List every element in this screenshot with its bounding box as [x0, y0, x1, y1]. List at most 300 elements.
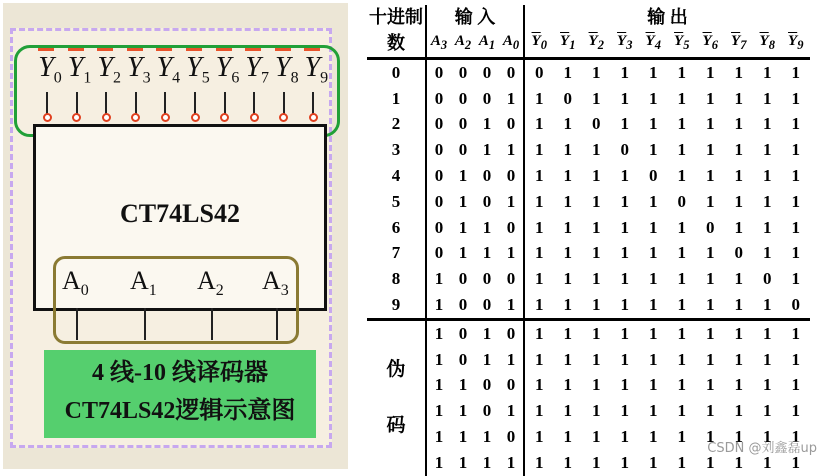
- table-row: [367, 266, 810, 292]
- output-cell: 1: [734, 269, 743, 289]
- table-body: [367, 59, 810, 476]
- output-pin-y9: [312, 92, 314, 114]
- table-row: [367, 163, 810, 189]
- output-cell: 1: [620, 166, 629, 186]
- decimal-cell: 7: [367, 241, 426, 267]
- output-cell: 0: [535, 62, 544, 82]
- decimal-cell: 5: [367, 189, 426, 215]
- output-pin-y1: [76, 92, 78, 114]
- output-cell: 1: [677, 452, 686, 472]
- output-cell: 1: [620, 217, 629, 237]
- decimal-cell: 4: [367, 163, 426, 189]
- output-cell: 1: [706, 140, 715, 160]
- output-cell: 1: [620, 114, 629, 134]
- output-cell: 1: [535, 88, 544, 108]
- output-cell: 1: [649, 114, 658, 134]
- output-cell: 1: [649, 140, 658, 160]
- output-cell: 1: [734, 401, 743, 421]
- output-cell: 1: [791, 349, 800, 369]
- output-cell: 1: [791, 62, 800, 82]
- output-cell: 1: [677, 62, 686, 82]
- input-cell: 1: [434, 452, 444, 472]
- output-cell: 1: [592, 243, 601, 263]
- output-cell: 1: [620, 323, 629, 343]
- input-cell: 1: [482, 427, 492, 447]
- input-cell: 0: [434, 62, 444, 82]
- input-cell: 0: [458, 349, 468, 369]
- output-cell: 1: [592, 349, 601, 369]
- input-cell: 1: [458, 217, 468, 237]
- output-cell: 1: [535, 427, 544, 447]
- input-cell: 0: [499, 424, 524, 450]
- output-cell: 1: [763, 114, 772, 134]
- output-cell: 1: [563, 243, 572, 263]
- output-cell: 1: [734, 375, 743, 395]
- output-cell: 1: [649, 452, 658, 472]
- header-output-y5: $\overline{Y}_5$: [668, 29, 697, 59]
- input-cell: 1: [458, 452, 468, 472]
- input-cell: 1: [458, 401, 468, 421]
- output-cell: 1: [649, 401, 658, 421]
- decimal-cell: 8: [367, 266, 426, 292]
- decimal-cell: 3: [367, 137, 426, 163]
- output-cell: 1: [592, 323, 601, 343]
- output-cell: 1: [677, 401, 686, 421]
- output-cell: 1: [763, 452, 772, 472]
- output-cell: 1: [563, 427, 572, 447]
- table-row: [367, 241, 810, 267]
- inversion-bar: [216, 48, 232, 51]
- input-cell: 1: [434, 427, 444, 447]
- input-label-a3: $A_3$: [262, 266, 289, 300]
- output-cell: 1: [620, 349, 629, 369]
- header-output-y0: $\overline{Y}_0$: [524, 29, 554, 59]
- input-cell: 0: [458, 140, 468, 160]
- output-cell: 1: [620, 401, 629, 421]
- output-cell: 1: [649, 269, 658, 289]
- output-label-y5: $Y_5$: [184, 52, 212, 88]
- inversion-bubble: [250, 113, 259, 122]
- output-cell: 1: [763, 427, 772, 447]
- input-cell: 0: [499, 266, 524, 292]
- output-cell: 1: [592, 191, 601, 211]
- input-cell: 0: [458, 62, 468, 82]
- output-cell: 1: [763, 62, 772, 82]
- output-cell: 1: [563, 349, 572, 369]
- output-cell: 1: [620, 191, 629, 211]
- output-cell: 1: [649, 88, 658, 108]
- output-cell: 1: [535, 191, 544, 211]
- output-label-y9: $Y_9$: [302, 52, 330, 88]
- output-cell: 1: [535, 269, 544, 289]
- input-cell: 1: [482, 114, 492, 134]
- output-cell: 1: [791, 217, 800, 237]
- header-output-y6: $\overline{Y}_6$: [696, 29, 725, 59]
- inversion-bubble: [309, 113, 318, 122]
- output-cell: 1: [592, 62, 601, 82]
- output-cell: 1: [677, 166, 686, 186]
- table-row: [367, 215, 810, 241]
- output-cell: 1: [592, 217, 601, 237]
- output-label-y6: $Y_6$: [214, 52, 242, 88]
- input-cell: 1: [482, 452, 492, 472]
- output-cell: 1: [620, 62, 629, 82]
- output-cell: 1: [791, 452, 800, 472]
- output-cell: 1: [791, 401, 800, 421]
- output-label-y4: $Y_4$: [154, 52, 182, 88]
- header-decimal-line2: 数: [367, 29, 426, 59]
- header-input-a3: $A_3$: [426, 29, 451, 59]
- input-cell: 1: [434, 401, 444, 421]
- input-cell: 1: [499, 86, 524, 112]
- output-cell: 1: [791, 375, 800, 395]
- output-cell: 1: [592, 375, 601, 395]
- inversion-bubble: [191, 113, 200, 122]
- output-label-y1: $Y_1$: [66, 52, 94, 88]
- output-cell: 1: [677, 349, 686, 369]
- watermark: CSDN @刘鑫磊up: [707, 441, 817, 456]
- output-cell: 1: [649, 349, 658, 369]
- output-cell: 1: [620, 88, 629, 108]
- input-cell: 1: [482, 243, 492, 263]
- output-cell: 1: [734, 349, 743, 369]
- output-cell: 1: [592, 166, 601, 186]
- table-row: [367, 398, 810, 424]
- output-cell: 1: [649, 427, 658, 447]
- output-cell: 1: [563, 401, 572, 421]
- input-cell: 1: [499, 450, 524, 476]
- input-cell: 1: [499, 137, 524, 163]
- output-cell: 1: [535, 349, 544, 369]
- output-cell: 1: [535, 217, 544, 237]
- output-cell: 1: [763, 375, 772, 395]
- decimal-cell: 2: [367, 112, 426, 138]
- output-cell: 1: [592, 269, 601, 289]
- header-inputs: 输 入: [426, 5, 524, 29]
- input-cell: 1: [426, 292, 451, 319]
- input-label-a2: $A_2$: [197, 266, 224, 300]
- output-cell: 0: [620, 140, 629, 160]
- output-cell: 1: [563, 191, 572, 211]
- output-pin-y2: [105, 92, 107, 114]
- header-input-a2: $A_2$: [451, 29, 475, 59]
- output-cell: 1: [791, 243, 800, 263]
- output-cell: 1: [706, 62, 715, 82]
- table-header-row-1: [367, 5, 810, 29]
- table-row: [367, 112, 810, 138]
- output-cell: 1: [763, 191, 772, 211]
- header-output-y2: $\overline{Y}_2$: [582, 29, 611, 59]
- inversion-bar: [38, 48, 54, 51]
- output-cell: 1: [791, 323, 800, 343]
- input-cell: 0: [434, 217, 444, 237]
- output-cell: 1: [563, 166, 572, 186]
- output-label-y2: $Y_2$: [95, 52, 123, 88]
- header-output-y1: $\overline{Y}_1$: [554, 29, 583, 59]
- header-output-y7: $\overline{Y}_7$: [725, 29, 754, 59]
- input-cell: 1: [458, 191, 468, 211]
- caption-line-1: 4 线-10 线译码器: [92, 360, 268, 386]
- decimal-cell: 9: [367, 292, 426, 319]
- output-cell: 1: [763, 217, 772, 237]
- output-cell: 0: [677, 191, 686, 211]
- output-cell: 1: [620, 269, 629, 289]
- input-pin-a1: [144, 308, 146, 340]
- output-cell: 1: [524, 292, 554, 319]
- truth-table: [367, 5, 810, 476]
- output-cell: 1: [620, 452, 629, 472]
- output-cell: 1: [763, 88, 772, 108]
- output-cell: 1: [563, 375, 572, 395]
- output-cell: 1: [592, 88, 601, 108]
- output-cell: 0: [763, 269, 772, 289]
- output-cell: 1: [725, 292, 754, 319]
- table-row: [367, 373, 810, 399]
- output-cell: 1: [620, 243, 629, 263]
- output-cell: 1: [535, 452, 544, 472]
- input-pin-a3: [276, 308, 278, 340]
- output-cell: 1: [649, 217, 658, 237]
- input-cell: 1: [499, 292, 524, 319]
- input-cell: 0: [482, 88, 492, 108]
- output-cell: 1: [763, 349, 772, 369]
- output-cell: 1: [649, 62, 658, 82]
- input-pin-a0: [76, 308, 78, 340]
- inversion-bubble: [43, 113, 52, 122]
- output-cell: 1: [535, 243, 544, 263]
- output-cell: 1: [639, 292, 668, 319]
- header-output-y8: $\overline{Y}_8$: [753, 29, 782, 59]
- input-cell: 1: [434, 323, 444, 343]
- input-cell: 1: [434, 349, 444, 369]
- output-cell: 1: [563, 62, 572, 82]
- output-label-y0: $Y_0$: [36, 52, 64, 88]
- caption-line-2: CT74LS42逻辑示意图: [64, 398, 296, 424]
- output-cell: 1: [668, 292, 697, 319]
- table-row: [367, 292, 810, 319]
- input-cell: 1: [458, 375, 468, 395]
- output-cell: 1: [677, 217, 686, 237]
- input-cell: 0: [434, 114, 444, 134]
- output-cell: 1: [791, 140, 800, 160]
- input-cell: 0: [482, 166, 492, 186]
- input-cell: 1: [458, 427, 468, 447]
- output-cell: 1: [535, 375, 544, 395]
- input-cell: 0: [499, 112, 524, 138]
- output-cell: 1: [677, 427, 686, 447]
- output-cell: 1: [535, 401, 544, 421]
- output-cell: 1: [706, 269, 715, 289]
- input-cell: 0: [434, 140, 444, 160]
- table-row: [367, 319, 810, 346]
- input-cell: 1: [482, 217, 492, 237]
- input-cell: 1: [482, 349, 492, 369]
- output-cell: 1: [649, 191, 658, 211]
- output-cell: 1: [706, 88, 715, 108]
- input-cell: 1: [499, 347, 524, 373]
- output-cell: 1: [563, 269, 572, 289]
- header-outputs: 输 出: [647, 7, 688, 27]
- output-cell: 1: [620, 375, 629, 395]
- input-cell: 0: [499, 373, 524, 399]
- output-cell: 1: [734, 427, 743, 447]
- output-cell: 1: [696, 292, 725, 319]
- table-row: [367, 347, 810, 373]
- output-cell: 1: [763, 166, 772, 186]
- input-cell: 0: [458, 269, 468, 289]
- pseudo-code-label: 伪 码: [367, 319, 426, 475]
- output-cell: 1: [734, 452, 743, 472]
- output-cell: 1: [677, 375, 686, 395]
- output-cell: 1: [592, 140, 601, 160]
- table-row: [367, 86, 810, 112]
- input-cell: 0: [482, 191, 492, 211]
- header-output-y4: $\overline{Y}_4$: [639, 29, 668, 59]
- output-pin-y7: [253, 92, 255, 114]
- output-cell: 1: [592, 401, 601, 421]
- inversion-bar: [68, 48, 84, 51]
- output-pin-y6: [224, 92, 226, 114]
- output-cell: 1: [677, 243, 686, 263]
- output-cell: 1: [620, 427, 629, 447]
- output-cell: 1: [563, 452, 572, 472]
- output-cell: 0: [563, 88, 572, 108]
- output-cell: 1: [677, 114, 686, 134]
- input-cell: 0: [482, 401, 492, 421]
- output-cell: 1: [649, 243, 658, 263]
- input-cell: 1: [482, 140, 492, 160]
- input-cell: 0: [482, 375, 492, 395]
- output-cell: 0: [592, 114, 601, 134]
- inversion-bar: [186, 48, 202, 51]
- header-input-a0: $A_0$: [499, 29, 524, 59]
- input-cell: 0: [434, 166, 444, 186]
- output-cell: 1: [706, 401, 715, 421]
- output-cell: 1: [763, 243, 772, 263]
- output-cell: 1: [677, 140, 686, 160]
- output-cell: 1: [677, 323, 686, 343]
- input-cell: 0: [451, 292, 475, 319]
- output-cell: 1: [677, 88, 686, 108]
- inversion-bar: [97, 48, 113, 51]
- input-cell: 1: [458, 166, 468, 186]
- output-cell: 1: [763, 323, 772, 343]
- output-cell: 0: [649, 166, 658, 186]
- output-cell: 1: [535, 323, 544, 343]
- input-cell: 1: [434, 269, 444, 289]
- output-cell: 1: [706, 375, 715, 395]
- output-cell: 1: [753, 292, 782, 319]
- output-cell: 1: [706, 427, 715, 447]
- output-cell: 1: [791, 269, 800, 289]
- inversion-bar: [127, 48, 143, 51]
- input-cell: 1: [434, 375, 444, 395]
- header-decimal-line1: 十进制: [367, 5, 426, 29]
- output-cell: 1: [734, 217, 743, 237]
- output-label-y8: $Y_8$: [273, 52, 301, 88]
- header-output-y9: $\overline{Y}_9$: [782, 29, 811, 59]
- output-cell: 1: [706, 191, 715, 211]
- output-cell: 1: [582, 292, 611, 319]
- output-cell: 1: [706, 114, 715, 134]
- output-cell: 1: [592, 427, 601, 447]
- output-pin-y3: [135, 92, 137, 114]
- output-pin-y4: [164, 92, 166, 114]
- input-cell: 0: [458, 88, 468, 108]
- output-cell: 1: [563, 114, 572, 134]
- output-cell: 1: [592, 452, 601, 472]
- decimal-cell: 1: [367, 86, 426, 112]
- inversion-bubble: [102, 113, 111, 122]
- output-cell: 1: [791, 114, 800, 134]
- output-cell: 1: [734, 166, 743, 186]
- output-label-y3: $Y_3$: [125, 52, 153, 88]
- output-cell: 1: [706, 452, 715, 472]
- output-cell: 1: [554, 292, 583, 319]
- table-row: [367, 189, 810, 215]
- output-cell: 1: [734, 62, 743, 82]
- output-cell: 1: [563, 217, 572, 237]
- output-pin-y0: [46, 92, 48, 114]
- output-cell: 1: [706, 349, 715, 369]
- inversion-bar: [275, 48, 291, 51]
- output-cell: 1: [734, 191, 743, 211]
- output-cell: 1: [734, 88, 743, 108]
- input-label-a0: $A_0$: [62, 266, 89, 300]
- table-row: [367, 137, 810, 163]
- output-cell: 1: [535, 114, 544, 134]
- decimal-cell: 0: [367, 59, 426, 86]
- output-cell: 1: [563, 140, 572, 160]
- input-cell: 0: [475, 292, 499, 319]
- output-cell: 1: [763, 140, 772, 160]
- inversion-bar: [156, 48, 172, 51]
- inversion-bar: [245, 48, 261, 51]
- inversion-bubble: [161, 113, 170, 122]
- input-label-a1: $A_1$: [130, 266, 157, 300]
- header-output-y3: $\overline{Y}_3$: [611, 29, 640, 59]
- input-cell: 0: [499, 163, 524, 189]
- output-cell: 1: [734, 323, 743, 343]
- output-pin-y8: [283, 92, 285, 114]
- input-cell: 0: [458, 323, 468, 343]
- output-cell: 1: [649, 375, 658, 395]
- input-cell: 0: [499, 59, 524, 86]
- output-cell: 0: [782, 292, 811, 319]
- inversion-bar: [304, 48, 320, 51]
- input-pin-a2: [211, 308, 213, 340]
- input-cell: 1: [499, 398, 524, 424]
- output-cell: 1: [611, 292, 640, 319]
- output-cell: 1: [706, 323, 715, 343]
- input-cell: 0: [499, 319, 524, 346]
- input-cell: 0: [434, 191, 444, 211]
- table-row: [367, 59, 810, 86]
- output-cell: 1: [734, 140, 743, 160]
- input-cell: 0: [434, 88, 444, 108]
- output-cell: 1: [791, 166, 800, 186]
- decimal-cell: 6: [367, 215, 426, 241]
- output-cell: 1: [535, 166, 544, 186]
- input-cell: 1: [458, 243, 468, 263]
- output-cell: 1: [706, 166, 715, 186]
- output-pin-y5: [194, 92, 196, 114]
- output-cell: 1: [649, 323, 658, 343]
- table-header-row-2: [367, 29, 810, 59]
- output-cell: 1: [563, 323, 572, 343]
- output-cell: 1: [535, 140, 544, 160]
- output-cell: 1: [706, 243, 715, 263]
